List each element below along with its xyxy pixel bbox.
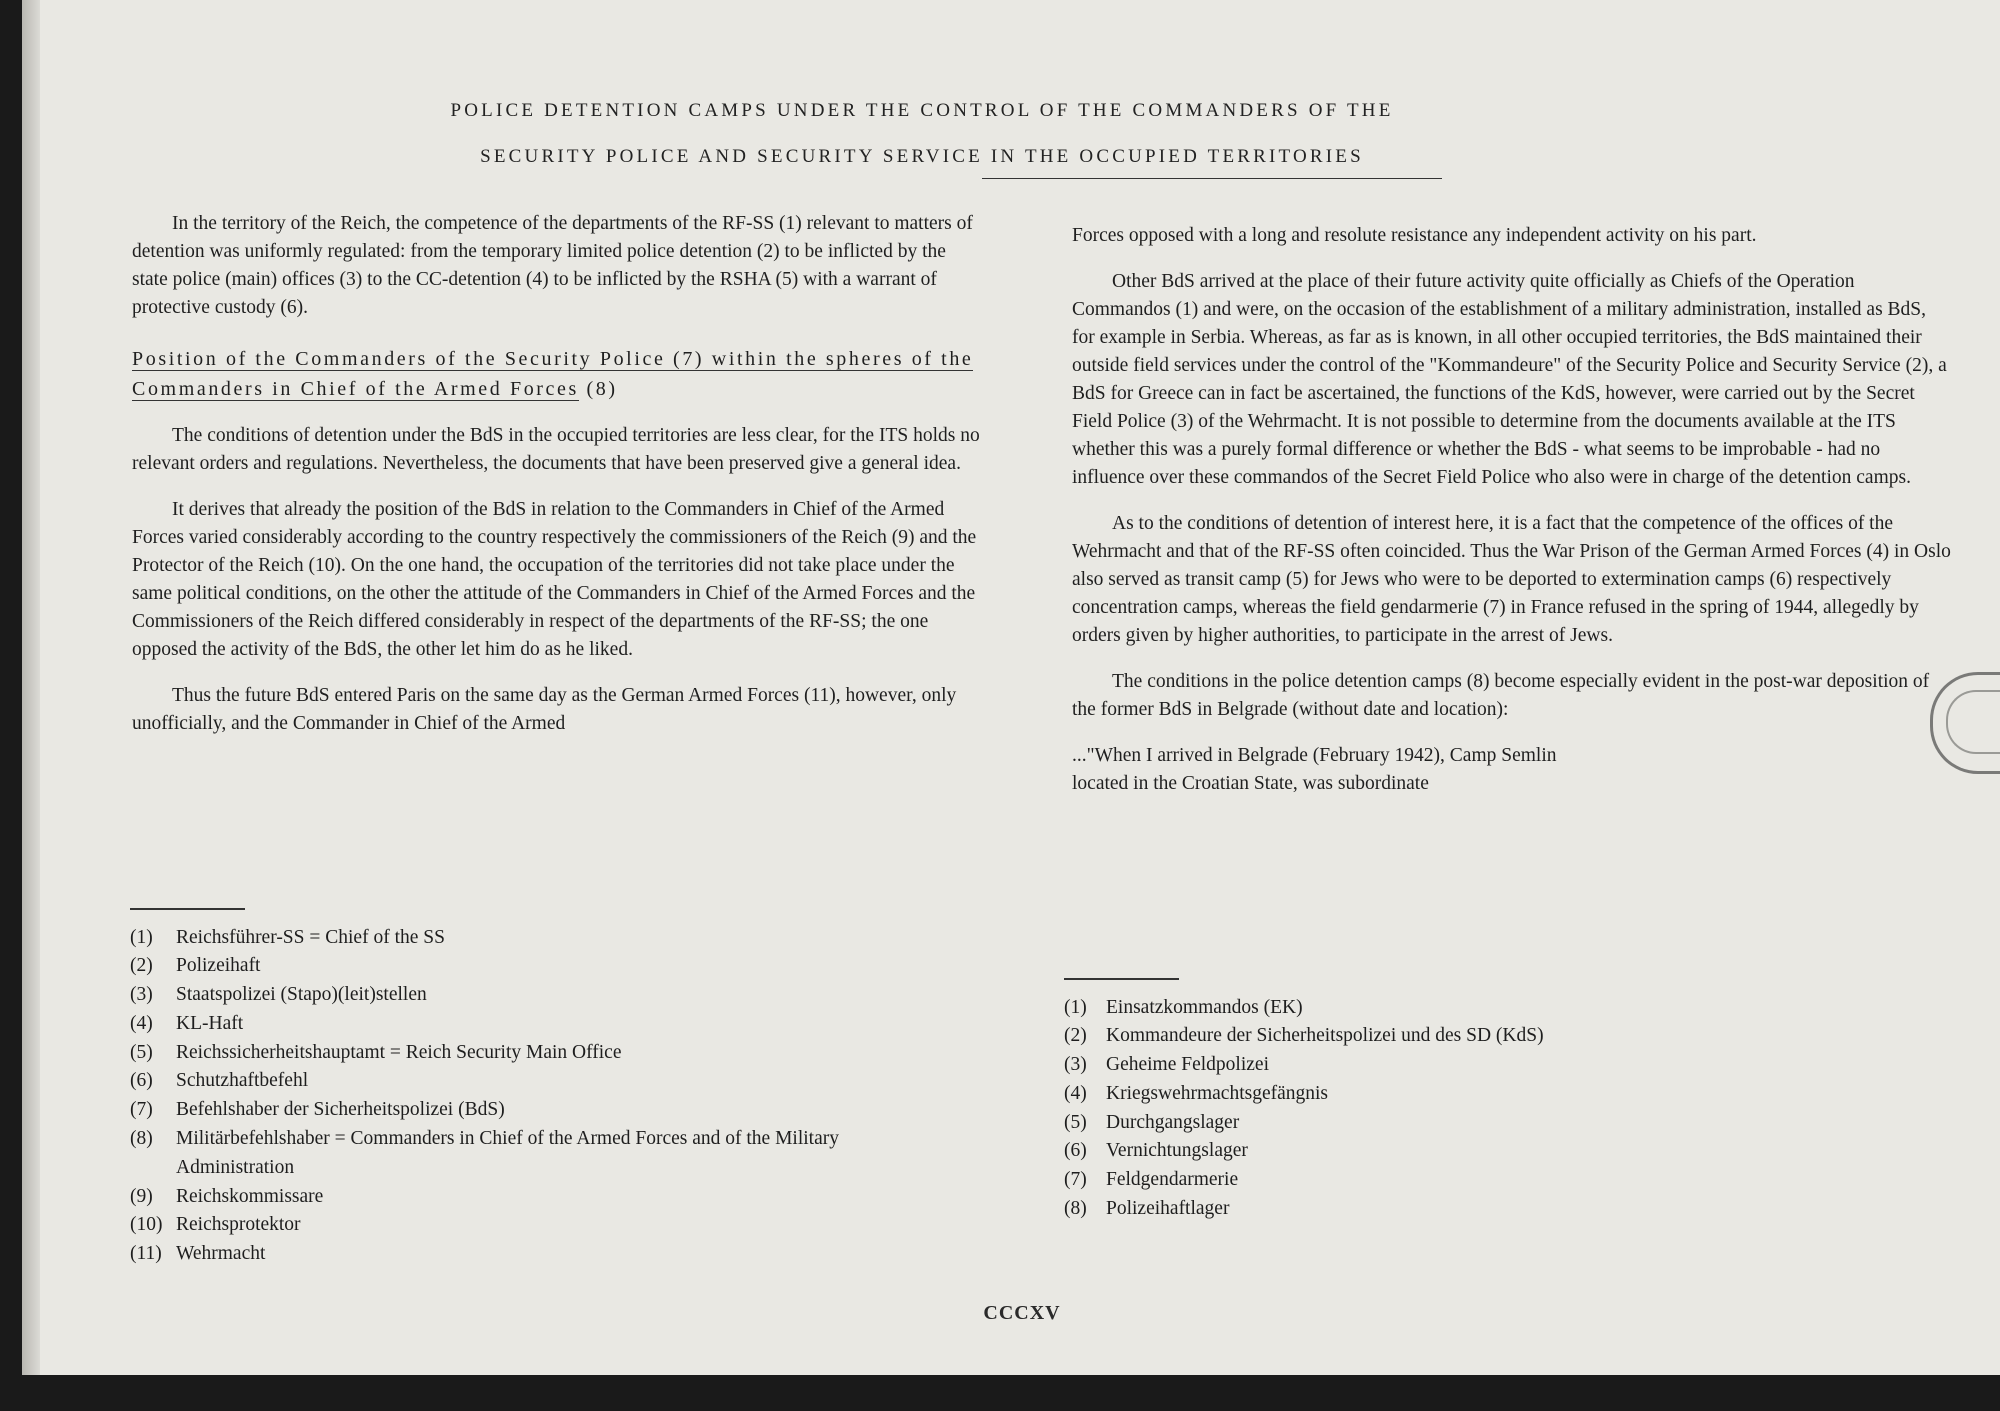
footnote-number: (3): [1064, 1054, 1087, 1076]
footnote-number: (2): [1064, 1025, 1087, 1047]
footnote-item: [130, 1125, 930, 1183]
section-heading-note: (8): [586, 378, 618, 400]
footnote-item: [130, 981, 930, 1010]
footnotes-left: [130, 908, 930, 1269]
footnote-text: Vernichtungslager: [1106, 1140, 1248, 1162]
left-paragraph-4: Thus the future BdS entered Paris on the same day as the German Armed Forces (11), however, only unofficially, and the Commander in Chief of the Armed: [132, 685, 957, 734]
quote-paragraph: ..."When I arrived in Belgrade (February 1942), Camp Semlin located in the Croatian State, was subordinate: [1072, 745, 1557, 794]
footnote-number: (11): [130, 1243, 162, 1265]
footnote-text: Durchgangslager: [1106, 1111, 1240, 1133]
footnote-item: [130, 1183, 930, 1212]
footnote-text: Schutzhaftbefehl: [176, 1070, 309, 1092]
footnote-number: (4): [1064, 1082, 1087, 1104]
footnote-item: [130, 1067, 930, 1096]
page-title-line-1: POLICE DETENTION CAMPS UNDER THE CONTROL OF THE COMMANDERS OF THE: [450, 100, 1394, 121]
footnote-text: Militärbefehlshaber = Commanders in Chief of the Armed Forces and of the Military Administration: [176, 1128, 839, 1178]
footnote-item: [1064, 1022, 1664, 1051]
left-paragraph-1: In the territory of the Reich, the competence of the departments of the RF-SS (1) relevant to matters of detention was uniformly regulated: from the temporary limited police detention (2) to be inflicted by the state police (main) offices (3) to the CC-detention (4) to be inflicted by the RSHA (5) with a warrant of protective custody (6).: [132, 213, 973, 318]
footnote-item: [1064, 1166, 1664, 1195]
right-paragraph-1: Forces opposed with a long and resolute resistance any independent activity on his part.: [1072, 225, 1757, 246]
footnote-number: (4): [130, 1012, 153, 1034]
book-spine: [22, 0, 40, 1375]
right-paragraph-3: As to the conditions of detention of interest here, it is a fact that the competence of the offices of the Wehrmacht and that of the RF-SS often coincided. Thus the War Prison of the German Armed Forces (4) in Oslo also served as transit camp (5) for Jews who were to be deported to extermination camps (6) respectively concentration camps, whereas the field gendarmerie (7) in France refused in the spring of 1944, allegedly by orders given by higher authorities, to participate in the arrest of Jews.: [1072, 513, 1951, 646]
footnote-number: (5): [130, 1041, 153, 1063]
footnote-item: [130, 1211, 930, 1240]
footnote-text: Wehrmacht: [176, 1243, 266, 1265]
footnote-item: [1064, 1109, 1664, 1138]
footnote-number: (1): [130, 926, 153, 948]
footnote-text: Feldgendarmerie: [1106, 1169, 1239, 1191]
footnote-item: [1064, 1137, 1664, 1166]
footnote-text: Geheime Feldpolizei: [1106, 1054, 1269, 1076]
footnote-text: Polizeihaftlager: [1106, 1198, 1230, 1220]
footnote-number: (3): [130, 984, 153, 1006]
page-title-line-2: SECURITY POLICE AND SECURITY SERVICE IN THE OCCUPIED TERRITORIES: [480, 146, 1364, 167]
footnote-item: [130, 1039, 930, 1068]
footnote-text: Kriegswehrmachtsgefängnis: [1106, 1082, 1329, 1104]
footnote-number: (9): [130, 1185, 153, 1207]
section-heading-text: Position of the Commanders of the Security Police (7) within the spheres of the Commanders in Chief of the Armed Forces: [132, 348, 974, 400]
footnote-number: (7): [1064, 1169, 1087, 1191]
footnote-item: [130, 1010, 930, 1039]
footnote-number: (2): [130, 955, 153, 977]
footnote-text: Befehlshaber der Sicherheitspolizei (BdS): [176, 1099, 505, 1121]
right-paragraph-4: The conditions in the police detention camps (8) become especially evident in the post-war deposition of the former BdS in Belgrade (without date and location):: [1072, 671, 1930, 720]
footnote-number: (5): [1064, 1111, 1087, 1133]
left-paragraph-3: It derives that already the position of the BdS in relation to the Commanders in Chief of the Armed Forces varied considerably according to the country respectively the commissioners of the Reich (9) and the Protector of the Reich (10). On the one hand, the occupation of the territories did not take place under the same political conditions, on the other the attitude of the Commanders in Chief of the Armed Forces and the Commissioners of the Reich differed considerably in respect of the departments of the RF-SS; the one opposed the activity of the BdS, the other let him do as he liked.: [132, 499, 977, 660]
footnote-rule: [1064, 978, 1179, 980]
footnote-text: Reichssicherheitshauptamt = Reich Security Main Office: [176, 1041, 622, 1063]
footnote-item: [1064, 994, 1664, 1023]
footnote-text: KL-Haft: [176, 1012, 244, 1034]
footnote-text: Polizeihaft: [176, 955, 261, 977]
footnote-item: [130, 1096, 930, 1125]
footnote-item: [1064, 1080, 1664, 1109]
footnote-number: (6): [130, 1070, 153, 1092]
footnote-item: [130, 1240, 930, 1269]
footnote-item: [130, 952, 930, 981]
section-heading: [132, 344, 982, 404]
document-page: [22, 0, 2000, 1375]
left-paragraph-2: The conditions of detention under the BdS in the occupied territories are less clear, for the ITS holds no relevant orders and regulations. Nevertheless, the documents that have been preserved give a general idea.: [132, 425, 980, 474]
footnote-item: [1064, 1195, 1664, 1224]
footnote-text: Einsatzkommandos (EK): [1106, 996, 1303, 1018]
footnote-text: Reichsführer-SS = Chief of the SS: [176, 926, 445, 948]
footnote-item: [130, 924, 930, 953]
footnote-text: Reichsprotektor: [176, 1214, 301, 1236]
footnote-rule: [130, 908, 245, 910]
footnote-number: (8): [1064, 1198, 1087, 1220]
footnote-number: (1): [1064, 996, 1087, 1018]
footnote-text: Kommandeure der Sicherheitspolizei und des SD (KdS): [1106, 1025, 1544, 1047]
footnote-number: (6): [1064, 1140, 1087, 1162]
footnote-item: [1064, 1051, 1664, 1080]
left-column: [132, 210, 982, 756]
footnote-list-left: [130, 924, 930, 1270]
title-rule: [982, 178, 1442, 179]
page-number: CCCXV: [983, 1302, 1061, 1324]
footnote-number: (8): [130, 1128, 153, 1150]
paper-clip-inner-icon: [1946, 690, 2000, 754]
footnote-number: (7): [130, 1099, 153, 1121]
footnote-text: Reichskommissare: [176, 1185, 324, 1207]
footnote-list-right: [1064, 994, 1664, 1224]
footnote-text: Staatspolizei (Stapo)(leit)stellen: [176, 984, 427, 1006]
footnote-number: (10): [130, 1214, 163, 1236]
footnotes-right: [1064, 978, 1664, 1224]
right-column: [1072, 222, 1952, 816]
right-paragraph-2: Other BdS arrived at the place of their future activity quite officially as Chiefs of the Operation Commandos (1) and were, on the occasion of the establishment of a military administration, installed as BdS, for example in Serbia. Whereas, as far as is known, in all other occupied territories, the BdS maintained their outside field services under the control of the "Kommandeure" of the Security Police and Security Service (2), a BdS for Greece can in fact be ascertained, the functions of the KdS, however, were carried out by the Secret Field Police (3) of the Wehrmacht. It is not possible to determine from the documents available at the ITS whether this was a purely formal difference or whether the BdS - what seems to be improbable - had no influence over these commandos of the Secret Field Police who also were in charge of the detention camps.: [1072, 271, 1947, 488]
